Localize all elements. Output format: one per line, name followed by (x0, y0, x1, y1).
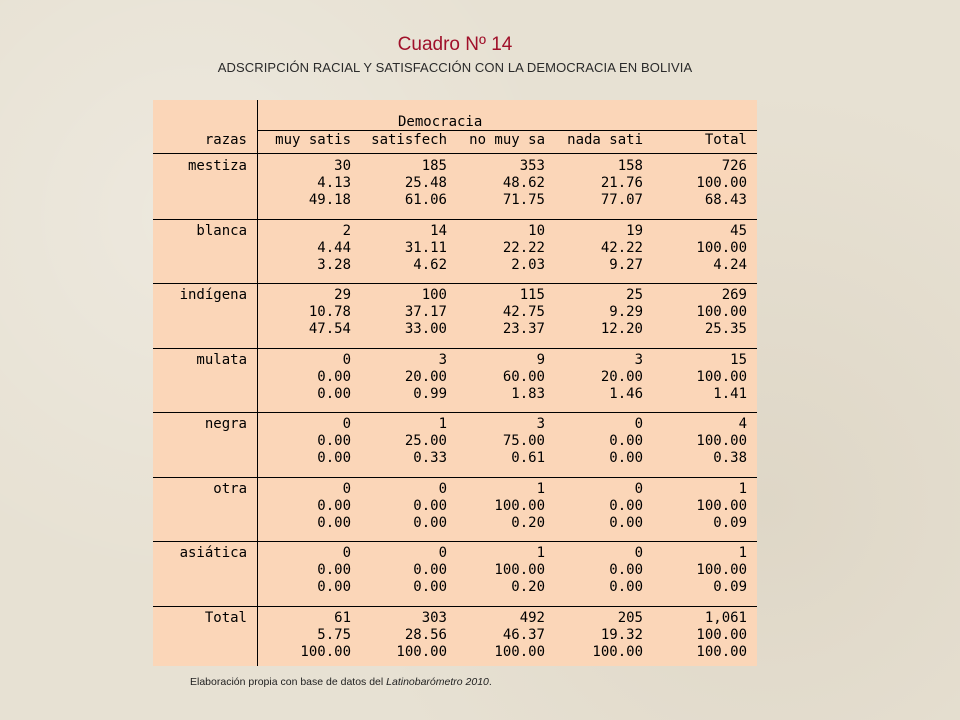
cell-muy-satis: 0 (342, 351, 351, 368)
cell-no-muy-sa: 492 (519, 609, 545, 626)
header-separator (153, 153, 757, 154)
cell-satisfech: 33.00 (404, 321, 447, 337)
cell-no-muy-sa: 48.62 (502, 175, 545, 191)
cell-satisfech: 0.00 (413, 562, 447, 578)
cell-total: 269 (721, 287, 747, 303)
row-group-separator (153, 541, 757, 542)
row-label: negra (204, 416, 247, 432)
cell-muy-satis: 0.00 (317, 385, 351, 402)
cell-satisfech: 25.00 (404, 433, 447, 449)
row-group-separator (153, 348, 757, 349)
cell-muy-satis: 0.00 (317, 368, 351, 385)
cell-satisfech: 61.06 (404, 192, 447, 208)
cell-nada-sati: 0 (634, 416, 643, 432)
cell-no-muy-sa: 22.22 (502, 239, 545, 256)
cell-total: 100.00 (696, 175, 747, 191)
cell-no-muy-sa: 100.00 (494, 562, 545, 578)
cell-muy-satis: 4.44 (317, 239, 351, 256)
source-dataset: Latinobarómetro 2010 (386, 676, 489, 688)
cell-nada-sati: 100.00 (592, 643, 643, 660)
cell-nada-sati: 3 (634, 351, 643, 368)
row-label: otra (213, 480, 247, 497)
cell-satisfech: 25.48 (404, 175, 447, 191)
cell-total: 0.09 (713, 579, 747, 595)
cell-total: 0.09 (713, 514, 747, 531)
cell-nada-sati: 21.76 (600, 175, 643, 191)
cell-total: 1 (738, 545, 747, 561)
cell-muy-satis: 0.00 (317, 497, 351, 514)
cell-nada-sati: 20.00 (600, 368, 643, 385)
cell-no-muy-sa: 1 (536, 480, 545, 497)
cell-no-muy-sa: 60.00 (502, 368, 545, 385)
cell-muy-satis: 100.00 (300, 643, 351, 660)
cell-satisfech: 37.17 (404, 304, 447, 320)
cell-muy-satis: 49.18 (308, 192, 351, 208)
cell-satisfech: 1 (438, 416, 447, 432)
cell-satisfech: 20.00 (404, 368, 447, 385)
cell-muy-satis: 0 (342, 480, 351, 497)
cell-muy-satis: 0.00 (317, 579, 351, 595)
cell-muy-satis: 0.00 (317, 450, 351, 466)
cell-satisfech: 0.99 (413, 385, 447, 402)
column-header-satisfech: satisfech (371, 132, 447, 148)
row-label-divider (257, 100, 258, 666)
cell-satisfech: 100.00 (396, 643, 447, 660)
cell-satisfech: 0.00 (413, 497, 447, 514)
cell-nada-sati: 205 (617, 609, 643, 626)
cell-satisfech: 0.33 (413, 450, 447, 466)
cell-total: 100.00 (696, 643, 747, 660)
cell-muy-satis: 47.54 (308, 321, 351, 337)
cell-no-muy-sa: 3 (536, 416, 545, 432)
cell-nada-sati: 9.29 (609, 304, 643, 320)
cell-satisfech: 185 (421, 158, 447, 174)
cell-total: 4.24 (713, 256, 747, 273)
cell-total: 4 (738, 416, 747, 432)
cell-no-muy-sa: 115 (519, 287, 545, 303)
cell-nada-sati: 0.00 (609, 433, 643, 449)
cell-no-muy-sa: 100.00 (494, 497, 545, 514)
cell-total: 25.35 (704, 321, 747, 337)
cell-nada-sati: 0.00 (609, 450, 643, 466)
cell-muy-satis: 30 (334, 158, 351, 174)
cell-muy-satis: 29 (334, 287, 351, 303)
cell-satisfech: 4.62 (413, 256, 447, 273)
cell-no-muy-sa: 2.03 (511, 256, 545, 273)
cell-total: 100.00 (696, 368, 747, 385)
row-group-separator (153, 606, 757, 607)
cell-nada-sati: 9.27 (609, 256, 643, 273)
cell-total: 0.38 (713, 450, 747, 466)
row-group-separator (153, 219, 757, 220)
group-header: Democracia (398, 114, 483, 130)
cell-no-muy-sa: 42.75 (502, 304, 545, 320)
group-header-rule (258, 130, 757, 131)
cell-no-muy-sa: 1.83 (511, 385, 545, 402)
cell-satisfech: 100 (421, 287, 447, 303)
cell-muy-satis: 0.00 (317, 514, 351, 531)
cell-total: 100.00 (696, 497, 747, 514)
cell-total: 45 (730, 222, 747, 239)
cell-muy-satis: 0.00 (317, 562, 351, 578)
cell-satisfech: 14 (430, 222, 447, 239)
cell-nada-sati: 19.32 (600, 626, 643, 643)
crosstab-table (153, 100, 757, 666)
slide-subtitle: ADSCRIPCIÓN RACIAL Y SATISFACCIÓN CON LA DEMOCRACIA EN BOLIVIA (217, 60, 693, 75)
row-label: blanca (196, 222, 247, 239)
column-header-nada-sati: nada sati (567, 132, 643, 148)
cell-satisfech: 0.00 (413, 514, 447, 531)
cell-total: 15 (730, 351, 747, 368)
cell-satisfech: 0.00 (413, 579, 447, 595)
cell-satisfech: 31.11 (404, 239, 447, 256)
column-header-muy-satis: muy satis (275, 132, 351, 148)
row-label: indígena (179, 287, 247, 303)
cell-nada-sati: 25 (626, 287, 643, 303)
source-prefix: Elaboración propia con base de datos del (190, 676, 387, 688)
cell-no-muy-sa: 71.75 (502, 192, 545, 208)
cell-no-muy-sa: 10 (528, 222, 545, 239)
cell-no-muy-sa: 9 (536, 351, 545, 368)
cell-muy-satis: 10.78 (308, 304, 351, 320)
row-label: mulata (196, 351, 247, 368)
cell-no-muy-sa: 0.20 (511, 579, 545, 595)
cell-muy-satis: 0 (342, 416, 351, 432)
row-group-separator (153, 412, 757, 413)
column-header-no-muy-sa: no muy sa (469, 132, 545, 148)
cell-nada-sati: 0.00 (609, 562, 643, 578)
cell-total: 100.00 (696, 562, 747, 578)
cell-muy-satis: 3.28 (317, 256, 351, 273)
cell-satisfech: 3 (438, 351, 447, 368)
cell-no-muy-sa: 1 (536, 545, 545, 561)
cell-nada-sati: 0 (634, 480, 643, 497)
cell-no-muy-sa: 0.20 (511, 514, 545, 531)
cell-nada-sati: 42.22 (600, 239, 643, 256)
row-label: Total (204, 609, 247, 626)
source-note (190, 676, 492, 688)
cell-muy-satis: 4.13 (317, 175, 351, 191)
cell-muy-satis: 2 (342, 222, 351, 239)
cell-muy-satis: 0.00 (317, 433, 351, 449)
cell-total: 726 (721, 158, 747, 174)
cell-no-muy-sa: 100.00 (494, 643, 545, 660)
cell-nada-sati: 0 (634, 545, 643, 561)
cell-muy-satis: 0 (342, 545, 351, 561)
cell-satisfech: 0 (438, 545, 447, 561)
cell-total: 1.41 (713, 385, 747, 402)
cell-total: 68.43 (704, 192, 747, 208)
row-group-separator (153, 283, 757, 284)
cell-nada-sati: 0.00 (609, 497, 643, 514)
cell-total: 1,061 (704, 609, 747, 626)
column-header-total: Total (704, 132, 747, 148)
source-suffix: . (488, 676, 492, 688)
cell-nada-sati: 0.00 (609, 579, 643, 595)
cell-total: 1 (738, 480, 747, 497)
cell-total: 100.00 (696, 239, 747, 256)
row-header: razas (204, 132, 247, 148)
row-label: asiática (179, 545, 247, 561)
cell-no-muy-sa: 0.61 (511, 450, 545, 466)
cell-nada-sati: 77.07 (600, 192, 643, 208)
cell-total: 100.00 (696, 626, 747, 643)
cell-no-muy-sa: 75.00 (502, 433, 545, 449)
row-label: mestiza (187, 158, 247, 174)
cell-satisfech: 0 (438, 480, 447, 497)
cell-satisfech: 303 (421, 609, 447, 626)
cell-muy-satis: 61 (334, 609, 351, 626)
cell-no-muy-sa: 353 (519, 158, 545, 174)
cell-nada-sati: 158 (617, 158, 643, 174)
cell-no-muy-sa: 46.37 (502, 626, 545, 643)
cell-nada-sati: 19 (626, 222, 643, 239)
slide-title: Cuadro Nº 14 (397, 34, 513, 55)
cell-total: 100.00 (696, 304, 747, 320)
cell-nada-sati: 1.46 (609, 385, 643, 402)
cell-satisfech: 28.56 (404, 626, 447, 643)
cell-muy-satis: 5.75 (317, 626, 351, 643)
cell-no-muy-sa: 23.37 (502, 321, 545, 337)
cell-nada-sati: 12.20 (600, 321, 643, 337)
row-group-separator (153, 477, 757, 478)
cell-total: 100.00 (696, 433, 747, 449)
cell-nada-sati: 0.00 (609, 514, 643, 531)
